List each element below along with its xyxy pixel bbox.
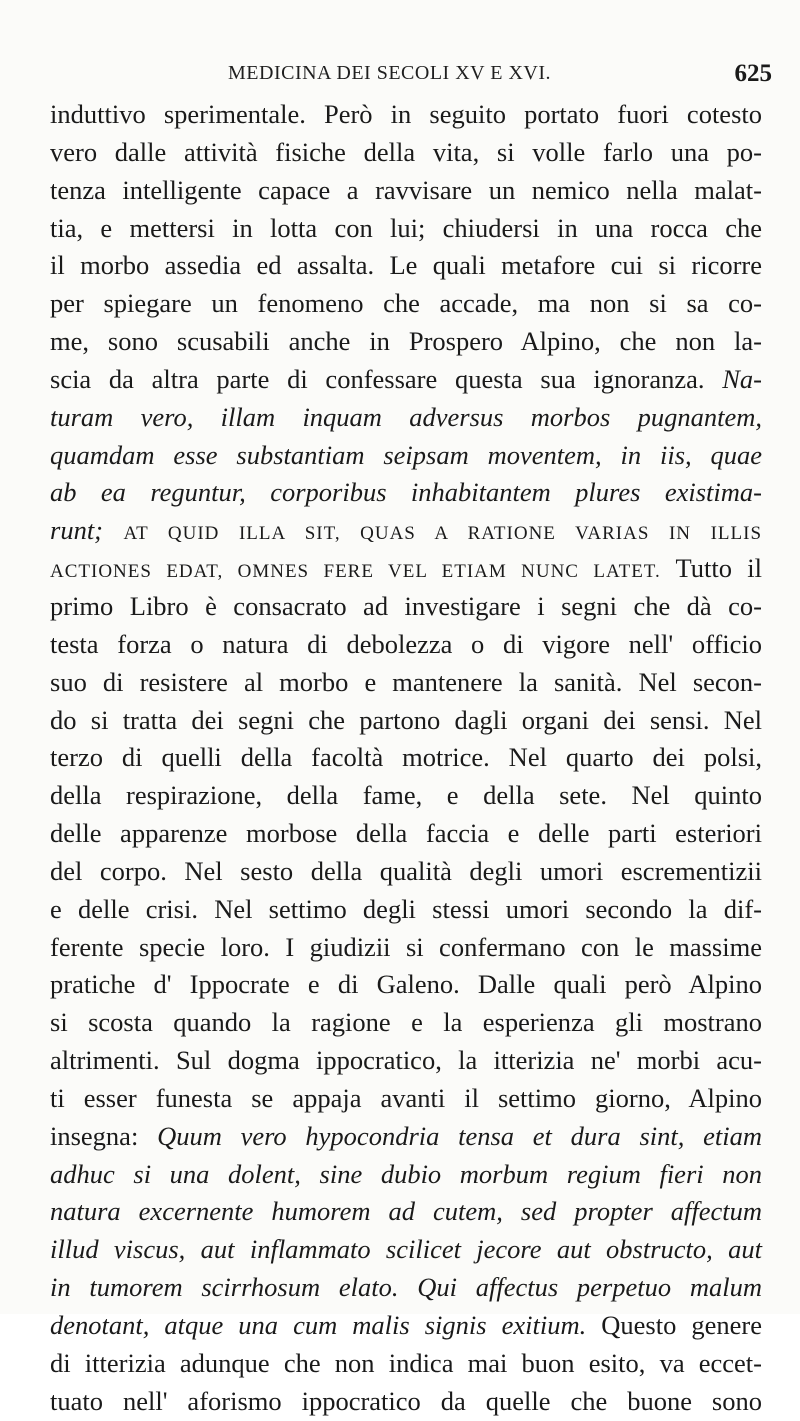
text-line (50, 1231, 762, 1269)
text-segment: Questo genere (586, 1310, 763, 1340)
latin-quote-segment: Quum vero hypocondria tensa et dura sint, etiam (157, 1120, 762, 1151)
text-line (50, 702, 762, 740)
text-segment: Tutto il (660, 553, 762, 584)
text-segment: insegna: (50, 1120, 158, 1151)
page-number: 625 (734, 60, 772, 87)
text-line (50, 474, 762, 512)
body-text (50, 96, 762, 1421)
text-segment: pratiche d' Ippocrate e di Galeno. Dalle quali però Alpino (50, 969, 762, 1000)
text-line (50, 1307, 762, 1345)
text-segment: di itterizia adunque che non indica mai buon esito, va eccet- (50, 1347, 762, 1378)
text-line (50, 1042, 762, 1080)
text-segment: altrimenti. Sul dogma ippocratico, la itterizia ne' morbi acu- (50, 1045, 762, 1076)
text-segment: me, sono scusabili anche in Prospero Alpino, che non la- (50, 326, 762, 357)
text-segment: suo di resistere al morbo e mantenere la sanità. Nel secon- (50, 666, 762, 697)
text-segment: testa forza o natura di debolezza o di vigore nell' officio (50, 628, 762, 659)
latin-quote-segment: ab ea reguntur, corporibus inhabitantem plures existima- (50, 477, 762, 508)
text-line (50, 1193, 762, 1231)
text-segment: induttivo sperimentale. Però in seguito portato fuori cotesto (50, 99, 762, 129)
text-line (50, 739, 762, 777)
text-line (50, 1080, 762, 1118)
text-segment: si scosta quando la ragione e la esperienza gli mostrano (50, 1007, 762, 1038)
text-line (50, 399, 762, 437)
text-segment: terzo di quelli della facoltà motrice. Nel quarto dei polsi, (50, 742, 762, 773)
text-segment: per spiegare un fenomeno che accade, ma non si sa co- (50, 288, 762, 319)
text-line (50, 437, 762, 475)
text-segment: ferente specie loro. I giudizii si confermano con le massime (50, 931, 762, 962)
text-line (50, 777, 762, 815)
text-line (50, 626, 762, 664)
text-segment: della respirazione, della fame, e della sete. Nel quinto (50, 780, 762, 811)
small-caps-segment: AT QUID ILLA SIT, QUAS A RATIONE VARIAS IN ILLIS (123, 523, 763, 545)
text-line (50, 134, 762, 172)
text-segment: tenza intelligente capace a ravvisare un nemico nella malat- (50, 174, 762, 205)
text-segment: primo Libro è consacrato ad investigare i segni che dà co- (50, 590, 762, 621)
page-header (60, 60, 772, 90)
text-line (50, 247, 762, 285)
text-line (50, 285, 762, 323)
latin-quote-segment: illud viscus, aut inflammato scilicet jecore aut obstructo, aut (50, 1234, 762, 1265)
text-line (50, 323, 762, 361)
text-segment: do si tratta dei segni che partono dagli organi dei sensi. Nel (50, 704, 762, 735)
text-line (50, 853, 762, 891)
text-segment: tuato nell' aforismo ippocratico da quelle che buone sono (50, 1385, 762, 1416)
text-line (50, 210, 762, 248)
text-line (50, 1269, 762, 1307)
running-title: MEDICINA DEI SECOLI XV E XVI. (228, 62, 551, 84)
text-line (50, 96, 762, 134)
latin-quote-segment: runt; (50, 515, 124, 546)
text-line (50, 361, 762, 399)
text-segment: scia da altra parte di confessare questa sua ignoranza. (50, 363, 723, 394)
latin-quote-segment: turam vero, illam inquam adversus morbos pugnantem, (50, 401, 762, 432)
text-segment: il morbo assedia ed assalta. Le quali metafore cui si ricorre (50, 250, 762, 281)
text-segment: tia, e mettersi in lotta con lui; chiudersi in una rocca che (50, 212, 762, 243)
text-line (50, 588, 762, 626)
text-segment: vero dalle attività fisiche della vita, si volle farlo una po- (50, 136, 762, 167)
text-line (50, 1383, 762, 1421)
text-line (50, 966, 762, 1004)
text-segment: ti esser funesta se appaja avanti il settimo giorno, Alpino (50, 1082, 762, 1113)
text-line (50, 891, 762, 929)
text-segment: del corpo. Nel sesto della qualità degli umori escrementizii (50, 855, 762, 886)
text-line (50, 1004, 762, 1042)
text-line (50, 550, 762, 588)
text-line (50, 1345, 762, 1383)
latin-quote-segment: denotant, atque una cum malis signis exitium. (50, 1310, 587, 1340)
text-line (50, 1118, 762, 1156)
latin-quote-segment: quamdam esse substantiam seipsam moventem, in iis, quae (50, 439, 762, 470)
text-segment: delle apparenze morbose della faccia e delle parti esteriori (50, 818, 762, 849)
latin-quote-segment: in tumorem scirrhosum elato. Qui affectus perpetuo malum (50, 1272, 762, 1303)
text-segment: e delle crisi. Nel settimo degli stessi umori secondo la dif- (50, 893, 762, 924)
text-line (50, 172, 762, 210)
small-caps-segment: ACTIONES EDAT, OMNES FERE VEL ETIAM NUNC LATET. (50, 561, 661, 583)
text-line (50, 815, 762, 853)
latin-quote-segment: Na- (722, 363, 762, 394)
text-line (50, 664, 762, 702)
text-line (50, 512, 762, 550)
latin-quote-segment: adhuc si una dolent, sine dubio morbum regium fieri non (50, 1158, 762, 1189)
text-line (50, 929, 762, 967)
text-line (50, 1156, 762, 1194)
latin-quote-segment: natura excernente humorem ad cutem, sed propter affectum (50, 1196, 762, 1227)
